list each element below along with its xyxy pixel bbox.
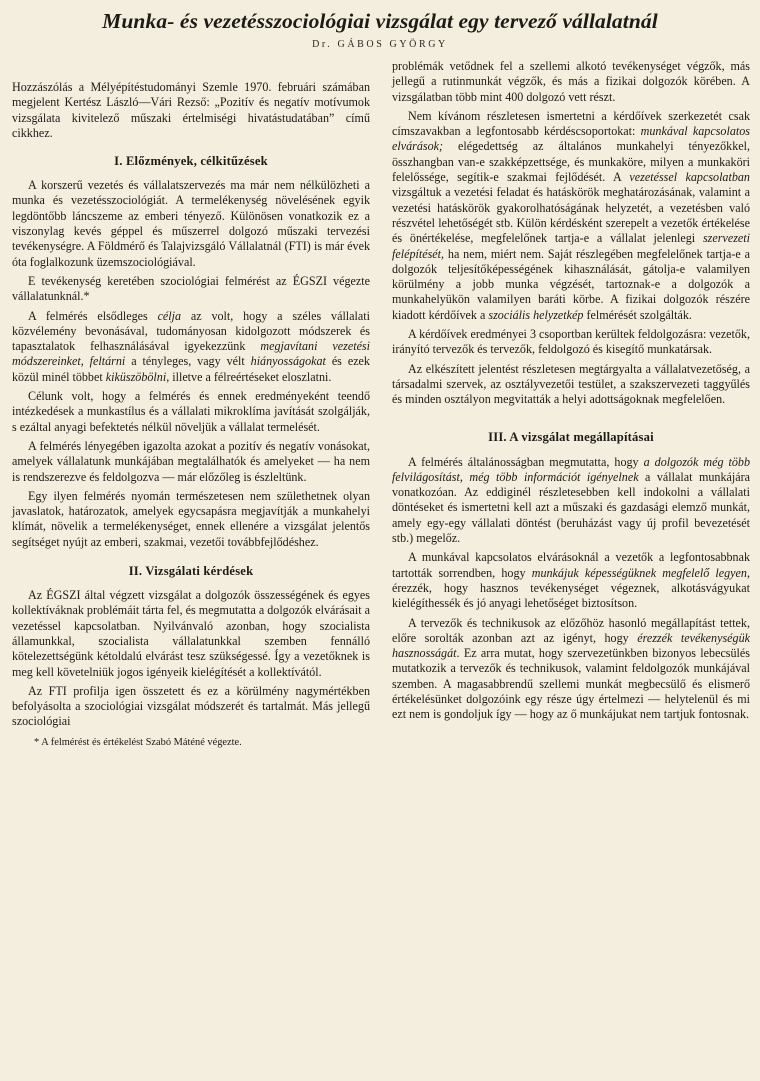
text: az volt, hogy a széles vállalati közvélemény bevonásával, tudományosan kidolgozott módszerek és tapasztalatok felhasználásával igyekezzünk — [12, 308, 370, 354]
text: A tervezők és technikusok az előzőhöz hasonló megállapítást tettek, előre sorolták azonban azt az igényt, hogy — [392, 615, 750, 645]
paragraph: Az elkészített jelentést részletesen megtárgyalta a vállalatvezetőség, a társadalmi szervek, az osztályvezetői testület, a szakszervezeti taggyűlés és minden osztályon megvitatták a helyi adottságoknak megfelelően. — [392, 361, 750, 407]
text: , illetve a félreértéseket eloszlatni. — [166, 369, 332, 384]
text: felmérését szolgálták. — [583, 307, 692, 322]
section-heading-2: II. Vizsgálati kérdések — [128, 564, 254, 579]
paragraph: A korszerű vezetés és vállalatszervezés ma már nem nélkülözheti a munka és vezetésszociológiát. A termelékenység növelésének egyik legdöntőbb láncszeme az emberi tényező. Különösen vonatkozik ez a viszonylag kevés géppel és műszerrel dolgozó műszaki tervezési tevékenységre. A Földmérő és Talajvizsgáló Vállalatnál (FTI) is már évek óta foglalkozunk üzemszociológiával. — [12, 178, 370, 269]
text: A felmérés elsődleges — [28, 308, 158, 323]
text: a tényleges, vagy vélt — [125, 354, 251, 369]
paragraph — [392, 550, 750, 611]
paragraph: Egy ilyen felmérés nyomán természetesen nem születhetnek olyan javaslatok, határozatok, amelyek egycsapásra megjavítják a munkahelyi klímát, növelik a termelékenységet, ennek ellenére a vizsgálat jelentős segítséget nyújt az emberi, szakmai, vezetői továbbfejlődéshez. — [12, 488, 370, 549]
paragraph: A felmérés lényegében igazolta azokat a pozitív és negatív vonásokat, amelyek vállalatunk munkájában megtalálhatók és amelyeket — ha nem is rendszerezve és feldolgozva — már előzőleg is észleltünk. — [12, 438, 370, 484]
text: . Ez arra mutat, hogy szervezetünkben bizonyos lebecsülés mutatkozik a tervezők és technikusok, valamint feldolgozók munkájával szemben. A magasabbrendű szellemi munkát megbecsülő és elismerő értékelésünket dolgozóink egy része úgy értelmezi — helytelenül és mi ezt nem is gondoljuk így — hogy az ő munkájukat nem tartjuk fontosnak. — [392, 646, 750, 722]
paragraph: E tevékenység keretében szociológiai felmérést az ÉGSZI végezte vállalatunknál.* — [12, 273, 370, 304]
article-columns — [8, 59, 752, 750]
text: , ha nem, miért nem. Saját részlegében megfelelőnek tartja-e a dolgozók teljesítőképességének kihasználását, gátolja-e valamilyen körülmény a jobb munka végzését, tartoznak-e a dolgozók a munkahelyükön valamilyen baráti körbe. A fizikai dolgozók részére kiadott kérdőívek a — [392, 246, 750, 322]
emphasis: hiányosságokat — [250, 354, 326, 369]
text: A felmérés általánosságban megmutatta, hogy — [408, 454, 644, 469]
article-title: Munka- és vezetésszociológiai vizsgálat egy tervező vállalatnál — [102, 9, 658, 33]
emphasis: munkával kapcsolatos elvárások; — [392, 124, 750, 154]
paragraph: problémák vetődnek fel a szellemi alkotó tevékenységet végzők, más jellegű a rutinmunkát végzők, és más a fizikai dolgozók körében. A vizsgálatban több mint 400 dolgozó vett részt. — [392, 59, 750, 104]
paragraph: Az FTI profilja igen összetett és ez a körülmény nagymértékben befolyásolta a szociológiai vizsgálat módszerét és tartalmát. Más jellegű szociológiai — [12, 683, 370, 729]
article-author: Dr. GÁBOS GYÖRGY — [312, 39, 448, 50]
emphasis: kiküszöbölni — [105, 369, 167, 384]
emphasis: célja — [157, 308, 182, 323]
emphasis: vezetéssel kapcsolatban — [629, 170, 750, 185]
left-column — [12, 80, 370, 750]
emphasis: a dolgozók még több felvilágosítást, még több információt igényelnek — [392, 454, 750, 484]
paragraph: Az ÉGSZI által végzett vizsgálat a dolgozók összességének és egyes kollektíváknak problémáit tárta fel, és megmutatta a dolgozók elvárásait a vezetéssel kapcsolatban. Nyilvánvaló azonban, hogy szocialista államunkkal, szocialista vállalatunkkal szemben fennálló kötelezettségünk kétoldalú elvárást tesz szükségessé. Így a vezetőknek is meg kell követelniük jogos igényeik kielégítését a kollektívától. — [12, 588, 370, 679]
emphasis: érezzék tevékenységük hasznosságát — [392, 630, 750, 661]
text: a vállalat munkájára vonatkozóan. Az eddiginél részletesebben kell indokolni a vállalati döntéseket és ismertetni kell azt a műszaki és gazdasági elemző munkát, amely egy-egy vállalati döntést (beruházást vagy új profil bevezetését stb.) megelőz. — [392, 469, 750, 546]
paragraph — [392, 616, 750, 723]
text: Nem kívánom részletesen ismertetni a kérdőívek szerkezetét csak címszavakban a legfontosabb kérdéscsoportokat: — [392, 108, 750, 139]
right-column — [392, 59, 750, 750]
footnote: * A felmérést és értékelést Szabó Máténé végezte. — [34, 736, 242, 748]
emphasis: munkájuk képességüknek megfelelő legyen — [531, 565, 747, 580]
text: elégedettség az általános munkahelyi tényezőkkel, összhangban van-e szakképzettsége, és munkaköre, milyen a munkaköri felelőssége, segítik-e szakmai fejlődését. A — [392, 139, 750, 185]
section-heading-3: III. A vizsgálat megállapításai — [488, 429, 654, 444]
paragraph: Célunk volt, hogy a felmérés és ennek eredményeként teendő intézkedések a munkastílus és a vállalati mikroklíma javítását szolgálják, s ezáltal anyagi befektetés nélkül növeljük a vállalat termelését. — [12, 389, 370, 434]
paragraph: A kérdőívek eredményei 3 csoportban kerültek feldolgozásra: vezetők, irányító tervezők és tervezők, feldolgozó és kisegítő munkatársak. — [392, 327, 750, 357]
emphasis: szociális helyzetkép — [488, 307, 584, 322]
paragraph — [12, 309, 370, 385]
text: vizsgáltuk a vezetési feladat és hatáskörök meghatározásának, valamint a vezetési hatáskörök gyakorolhatóságának helyzetét, a vezetésben való részvétel lehetőségét stb. Külön kérdésként szerepelt a vezetők értékelése és önértékelése, megfelelőnek tartja-e a vállalat jelenlegi — [392, 185, 750, 246]
emphasis: szervezeti felépítését — [392, 231, 750, 261]
emphasis: megjavítani vezetési módszereinket, feltárni — [12, 339, 370, 369]
text: , érezzék, hogy hasznos tevékenységet végeznek, alkotásvágyukat kielégíthessék és jó anyagi lehetőséget biztosítson. — [392, 565, 750, 611]
text: A munkával kapcsolatos elvárásoknál a vezetők a legfontosabbnak tartották sorrendben, hogy — [392, 550, 750, 580]
paragraph — [392, 455, 750, 547]
intro-paragraph: Hozzászólás a Mélyépítéstudományi Szemle 1970. februári számában megjelent Kertész László—Vári Rezső: „Pozitív és negatív motívumok vizsgálata kivitelező műszaki értelmiségi hivatástudatában” című cikkhez. — [12, 80, 370, 140]
section-heading-1: I. Előzmények, célkitűzések — [114, 154, 268, 169]
text: és ezek közül minél többet — [12, 354, 370, 384]
paragraph — [392, 109, 750, 323]
